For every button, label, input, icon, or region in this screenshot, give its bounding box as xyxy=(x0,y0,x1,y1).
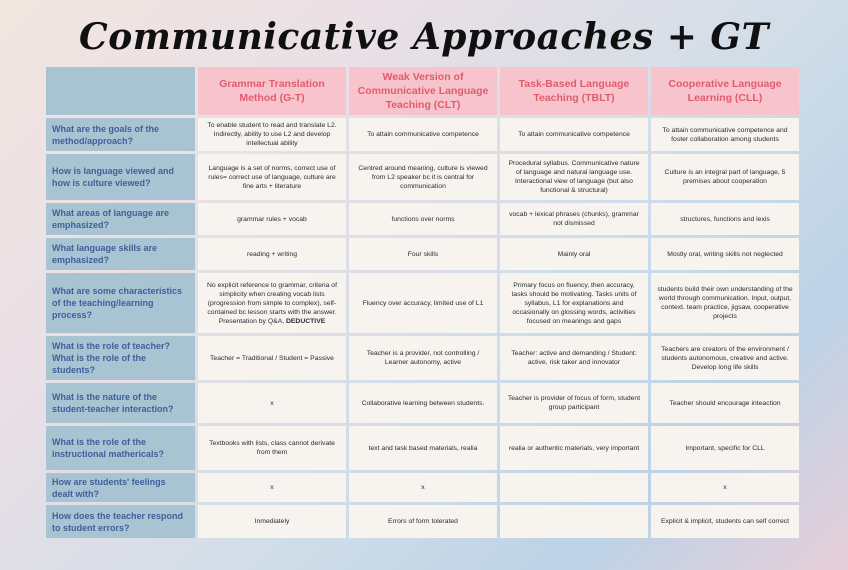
cell-cll: Mostly oral, writing skills not neglected xyxy=(651,238,799,270)
header-row xyxy=(46,67,799,115)
table-row xyxy=(46,238,799,270)
table-row xyxy=(46,336,799,380)
cell-tblt: Teacher is provider of focus of form, student group participant xyxy=(500,383,648,423)
column-header-cll: Cooperative Language Learning (CLL) xyxy=(651,67,799,115)
row-question: How does the teacher respond to student errors? xyxy=(46,505,195,538)
table-row xyxy=(46,118,799,151)
cell-tblt xyxy=(500,505,648,538)
row-question: What is the role of the instructional mathericals? xyxy=(46,426,195,470)
cell-tblt: vocab + lexical phrases (chunks), grammar not dismissed xyxy=(500,203,648,235)
cell-cll: structures, functions and lexis xyxy=(651,203,799,235)
cell-clt: Four skills xyxy=(349,238,497,270)
row-question: What are the goals of the method/approach? xyxy=(46,118,195,151)
cell-clt: Centred around meaning, culture is viewed from L2 speaker bc it is central for communication xyxy=(349,154,497,200)
page-title: Communicative Approaches + GT xyxy=(79,16,769,58)
cell-gt: Language is a set of norms, correct use of rules= correct use of language, culture are fine arts + literature xyxy=(198,154,346,200)
cell-cll: Teachers are creators of the environment / students autonomous, creative and active. Develop long life skills xyxy=(651,336,799,380)
cell-tblt: Procedural syllabus. Communicative nature of language and natural language use. Interactional view of language (but also functional & structural) xyxy=(500,154,648,200)
table-row xyxy=(46,154,799,200)
cell-cll: Culture is an integral part of language, 5 premises about cooperation xyxy=(651,154,799,200)
table-row xyxy=(46,203,799,235)
cell-cll: Explicit & implicit, students can self correct xyxy=(651,505,799,538)
cell-gt-text: No explicit reference to grammar, criteria of simplicity when creating vocab lists (progression from simple to complex), self-contained bc lesson starts with the answer. Presentation by Q&A, xyxy=(207,281,337,325)
cell-tblt: To attain communicative competence xyxy=(500,118,648,151)
table-row xyxy=(46,383,799,423)
row-question: What language skills are emphasized? xyxy=(46,238,195,270)
cell-clt: functions over norms xyxy=(349,203,497,235)
row-question: What areas of language are emphasized? xyxy=(46,203,195,235)
cell-tblt: Teacher: active and demanding / Student: active, risk taker and innovator xyxy=(500,336,648,380)
cell-gt: Textbooks with lists, class cannot derivate from them xyxy=(198,426,346,470)
cell-gt: Teacher = Traditional / Student = Passive xyxy=(198,336,346,380)
cell-clt: Teacher is a provider, not controlling / Learner autonomy, active xyxy=(349,336,497,380)
cell-tblt: Mainly oral xyxy=(500,238,648,270)
cell-cll: students build their own understanding of the world through communication. Input, output, context. team practice, jigsaw, cooperative projects xyxy=(651,273,799,333)
deductive-label: DEDUCTIVE xyxy=(285,317,326,325)
cell-cll: x xyxy=(651,473,799,502)
column-header-gt: Grammar Translation Method (G-T) xyxy=(198,67,346,115)
cell-clt: Fluency over accuracy, limited use of L1 xyxy=(349,273,497,333)
cell-gt: reading + writing xyxy=(198,238,346,270)
table-row xyxy=(46,273,799,333)
row-question: What are some characteristics of the teaching/learning process? xyxy=(46,273,195,333)
table-row xyxy=(46,473,799,502)
cell-gt: grammar rules + vocab xyxy=(198,203,346,235)
row-question: What is the nature of the student-teacher interaction? xyxy=(46,383,195,423)
table-row xyxy=(46,426,799,470)
cell-gt xyxy=(198,273,346,333)
row-question: What is the role of teacher? What is the role of the students? xyxy=(46,336,195,380)
cell-clt: Collaborative learning between students. xyxy=(349,383,497,423)
cell-tblt xyxy=(500,473,648,502)
cell-cll: To attain communicative competence and foster collaboration among students xyxy=(651,118,799,151)
cell-cll: Important, specific for CLL xyxy=(651,426,799,470)
cell-clt: x xyxy=(349,473,497,502)
cell-tblt: realia or authentic materials, very important xyxy=(500,426,648,470)
row-question: How are students' feelings dealt with? xyxy=(46,473,195,502)
column-header-clt: Weak Version of Communicative Language Teaching (CLT) xyxy=(349,67,497,115)
comparison-table xyxy=(43,64,802,541)
cell-clt: text and task based materials, realia xyxy=(349,426,497,470)
cell-cll: Teacher should encourage inteaction xyxy=(651,383,799,423)
cell-clt: To attain communicative competence xyxy=(349,118,497,151)
cell-tblt: Primary focus on fluency, then accuracy, tasks should be motivating. Tasks units of syllabus, L1 for explanations and occasionally on glossing words, activities focused on meanings and gaps xyxy=(500,273,648,333)
table-row xyxy=(46,505,799,538)
corner-cell xyxy=(46,67,195,115)
row-question: How is language viewed and how is culture viewed? xyxy=(46,154,195,200)
column-header-tblt: Task-Based Language Teaching (TBLT) xyxy=(500,67,648,115)
cell-clt: Errors of form tolerated xyxy=(349,505,497,538)
cell-gt: x xyxy=(198,383,346,423)
cell-gt: x xyxy=(198,473,346,502)
cell-gt: Inmediately xyxy=(198,505,346,538)
cell-gt: To enable student to read and translate L2. Indirectly, ability to use L2 and develop intellectual ability xyxy=(198,118,346,151)
